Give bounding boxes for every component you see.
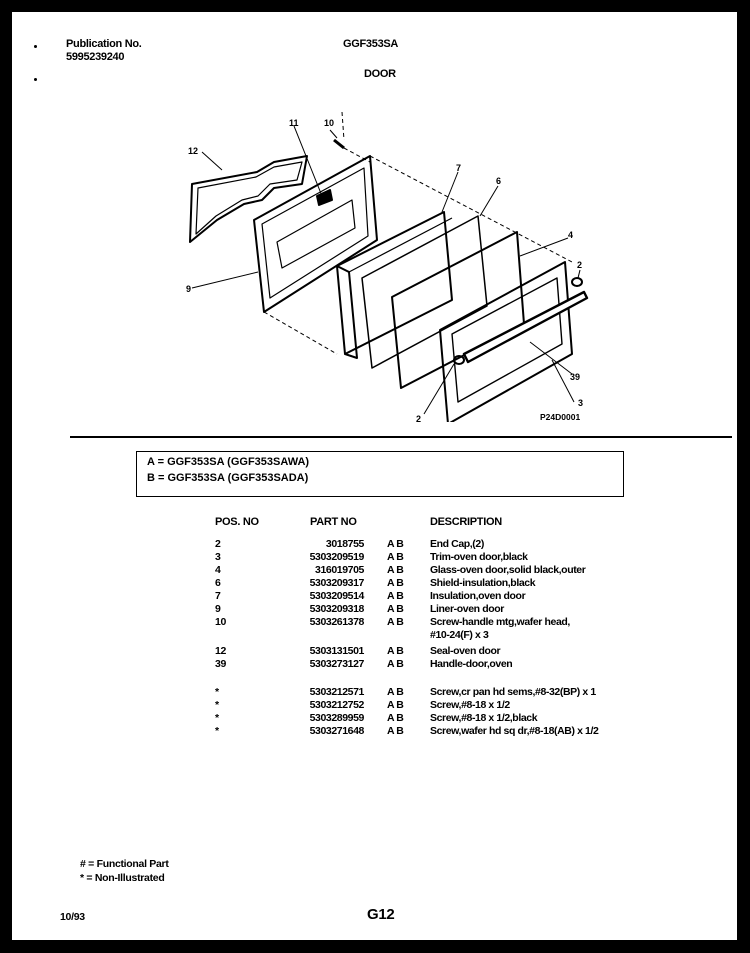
table-row: 3 5303209519 A B Trim-oven door,black bbox=[215, 551, 528, 563]
callout-7: 7 bbox=[456, 163, 462, 173]
punch-mark bbox=[34, 45, 37, 48]
table-row: * 5303212571 A B Screw,cr pan hd sems,#8-32(BP) x 1 bbox=[215, 686, 596, 698]
legend-a: A = GGF353SA (GGF353SAWA) bbox=[147, 456, 310, 468]
table-row: 39 5303273127 A B Handle-door,oven bbox=[215, 658, 513, 670]
publication-label: Publication No. bbox=[66, 38, 142, 50]
punch-mark bbox=[34, 78, 37, 81]
table-row: 10 5303261378 A B Screw-handle mtg,wafer head, bbox=[215, 616, 570, 628]
shield-part bbox=[362, 216, 487, 368]
callout-11: 11 bbox=[289, 118, 299, 128]
table-row: * 5303271648 A B Screw,wafer hd sq dr,#8-18(AB) x 1/2 bbox=[215, 725, 599, 737]
section-divider bbox=[70, 436, 732, 438]
section-title: DOOR bbox=[364, 68, 396, 80]
callout-2-bottom: 2 bbox=[416, 414, 422, 422]
seal-part bbox=[190, 156, 307, 242]
footnote-functional: # = Functional Part bbox=[80, 858, 169, 870]
model-legend bbox=[136, 451, 624, 497]
diagram-code: P24D0001 bbox=[540, 412, 581, 422]
legend-b: B = GGF353SA (GGF353SADA) bbox=[147, 472, 309, 484]
publication-number: 5995239240 bbox=[66, 51, 125, 63]
callout-12: 12 bbox=[188, 146, 199, 156]
table-row: * 5303212752 A B Screw,#8-18 x 1/2 bbox=[215, 699, 510, 711]
table-row: 9 5303209318 A B Liner-oven door bbox=[215, 603, 504, 615]
table-row: * 5303289959 A B Screw,#8-18 x 1/2,black bbox=[215, 712, 538, 724]
footer-date: 10/93 bbox=[60, 911, 85, 923]
handle-part bbox=[464, 292, 587, 362]
callout-9: 9 bbox=[186, 284, 192, 294]
model-number: GGF353SA bbox=[343, 38, 399, 50]
table-row: 12 5303131501 A B Seal-oven door bbox=[215, 645, 501, 657]
table-row: 2 3018755 A B End Cap,(2) bbox=[215, 538, 484, 550]
page-number: G12 bbox=[367, 906, 395, 923]
col-header-pos: POS. NO bbox=[215, 516, 259, 528]
exploded-door-diagram bbox=[12, 92, 737, 422]
callout-6: 6 bbox=[496, 176, 502, 186]
callout-2-top: 2 bbox=[577, 260, 583, 270]
col-header-part: PART NO bbox=[310, 516, 357, 528]
table-row: 6 5303209317 A B Shield-insulation,black bbox=[215, 577, 536, 589]
table-row: 7 5303209514 A B Insulation,oven door bbox=[215, 590, 526, 602]
callout-10: 10 bbox=[324, 118, 335, 128]
parts-page bbox=[12, 12, 737, 940]
screw-part bbox=[334, 140, 344, 148]
table-row: #10-24(F) x 3 bbox=[430, 629, 489, 641]
table-row bbox=[12, 672, 737, 685]
table-row: 4 316019705 A B Glass-oven door,solid black,outer bbox=[215, 564, 586, 576]
footnote-non-illustrated: * = Non-Illustrated bbox=[80, 872, 165, 884]
callout-4: 4 bbox=[568, 230, 574, 240]
end-cap-part bbox=[572, 278, 582, 286]
callout-3: 3 bbox=[578, 398, 584, 408]
callout-39: 39 bbox=[570, 372, 581, 382]
col-header-desc: DESCRIPTION bbox=[430, 516, 502, 528]
